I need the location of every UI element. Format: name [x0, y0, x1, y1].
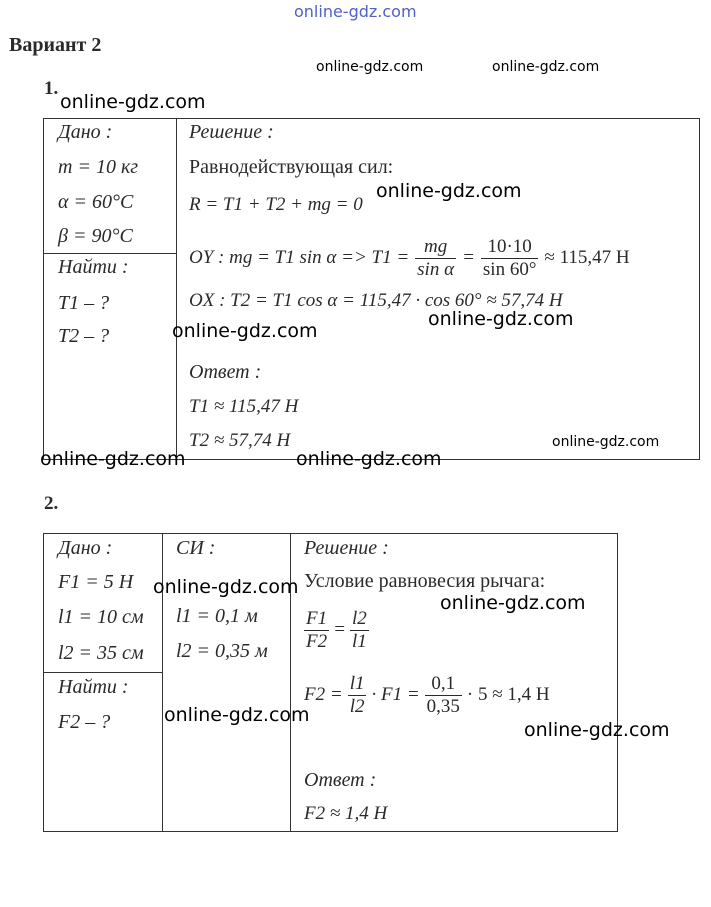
task1-solution-label: Решение : [189, 121, 274, 143]
task2-eq2-f1-den: l2 [349, 695, 365, 717]
task1-equation-ox: OX : T2 = T1 cos α = 115,47 · cos 60° ≈ 57,74 Н [189, 290, 563, 311]
task1-answer-label: Ответ : [189, 361, 262, 383]
task1-eq-oy-frac2-num: 10·10 [481, 236, 539, 259]
task2-equation-f2 [304, 665, 550, 725]
task2-given-l1: l1 = 10 см [58, 606, 144, 628]
task2-eq1-left-den: F2 [306, 630, 328, 652]
task1-divider-horizontal [43, 253, 177, 254]
task2-eq1-right-fraction [350, 608, 369, 653]
task1-answer-t2: T2 ≈ 57,74 Н [189, 430, 291, 451]
watermark: online-gdz.com [316, 59, 424, 75]
task2-number: 2. [44, 493, 59, 514]
task2-given-l2: l2 = 35 см [58, 642, 144, 664]
task2-si-l1: l1 = 0,1 м [176, 605, 258, 627]
task2-divider-horizontal [43, 672, 163, 673]
task2-eq1-equals: = [333, 619, 346, 640]
watermark: online-gdz.com [40, 448, 186, 470]
watermark: online-gdz.com [440, 592, 586, 614]
task2-eq2-f1-num: l1 [349, 672, 365, 694]
watermark: online-gdz.com [376, 180, 522, 202]
task2-eq2-fraction2 [425, 673, 462, 718]
task1-resultant-label: Равнодействующая сил: [189, 156, 394, 178]
task1-eq-oy-left: OY : mg = T1 sin α => T1 = [189, 247, 410, 268]
task1-find-label: Найти : [58, 256, 129, 278]
task2-eq1-right-den: l1 [351, 630, 367, 652]
task2-answer-label: Ответ : [304, 769, 377, 791]
task1-given-beta: β = 90°C [58, 225, 133, 247]
task1-eq-oy-frac2-den: sin 60° [482, 258, 537, 280]
task1-given-label: Дано : [58, 121, 113, 143]
task2-eq2-fraction1 [348, 673, 367, 718]
task2-si-l2: l2 = 0,35 м [176, 640, 268, 662]
task2-given-f1: F1 = 5 Н [58, 571, 134, 593]
task2-eq2-mid: · F1 = [371, 684, 420, 705]
task2-condition: Условие равновесия рычага: [304, 570, 546, 592]
watermark-top: online-gdz.com [294, 2, 417, 21]
task1-given-alpha: α = 60°C [58, 191, 134, 213]
task2-solution-label: Решение : [304, 537, 389, 559]
watermark: online-gdz.com [296, 448, 442, 470]
task2-given-label: Дано : [58, 537, 113, 559]
task2-eq2-prefix: F2 = [304, 684, 343, 705]
watermark: online-gdz.com [492, 59, 600, 75]
task2-eq1-left-num: F1 [306, 607, 328, 629]
task2-eq2-result: · 5 ≈ 1,4 Н [466, 684, 550, 705]
task2-eq2-f2-num: 0,1 [425, 673, 462, 696]
task1-eq-oy-fraction1 [415, 236, 456, 281]
task1-find-t1: T1 – ? [58, 292, 110, 314]
watermark: online-gdz.com [172, 320, 318, 342]
task2-eq1-right-num: l2 [351, 607, 367, 629]
task1-eq-oy-equals: = [462, 247, 475, 268]
task1-answer-t1: T1 ≈ 115,47 Н [189, 396, 299, 417]
task2-find-f2: F2 – ? [58, 711, 111, 733]
task2-answer-f2: F2 ≈ 1,4 Н [304, 803, 388, 824]
task1-divider-vertical [176, 118, 177, 460]
task2-si-label: СИ : [176, 537, 216, 559]
page-title: Вариант 2 [9, 34, 102, 56]
task1-find-t2: T2 – ? [58, 325, 110, 347]
watermark: online-gdz.com [552, 434, 660, 450]
task1-eq-oy-fraction2 [481, 236, 539, 281]
task1-eq-oy-frac1-num: mg [415, 236, 456, 259]
watermark: online-gdz.com [164, 704, 310, 726]
watermark: online-gdz.com [60, 91, 206, 113]
task2-eq2-f2-den: 0,35 [426, 695, 460, 717]
task1-given-mass: m = 10 кг [58, 156, 139, 178]
task2-equation-ratio [304, 600, 369, 660]
task1-eq-oy-result: ≈ 115,47 Н [544, 247, 630, 268]
task1-number: 1. [44, 78, 59, 99]
task1-eq-oy-frac1-den: sin α [417, 258, 455, 280]
watermark: online-gdz.com [153, 576, 299, 598]
task1-equation-oy [189, 228, 630, 288]
watermark: online-gdz.com [428, 308, 574, 330]
task1-equation-vector: R = T1 + T2 + mg = 0 [189, 194, 363, 215]
watermark: online-gdz.com [524, 719, 670, 741]
task2-find-label: Найти : [58, 676, 129, 698]
task2-eq1-left-fraction [304, 608, 329, 653]
